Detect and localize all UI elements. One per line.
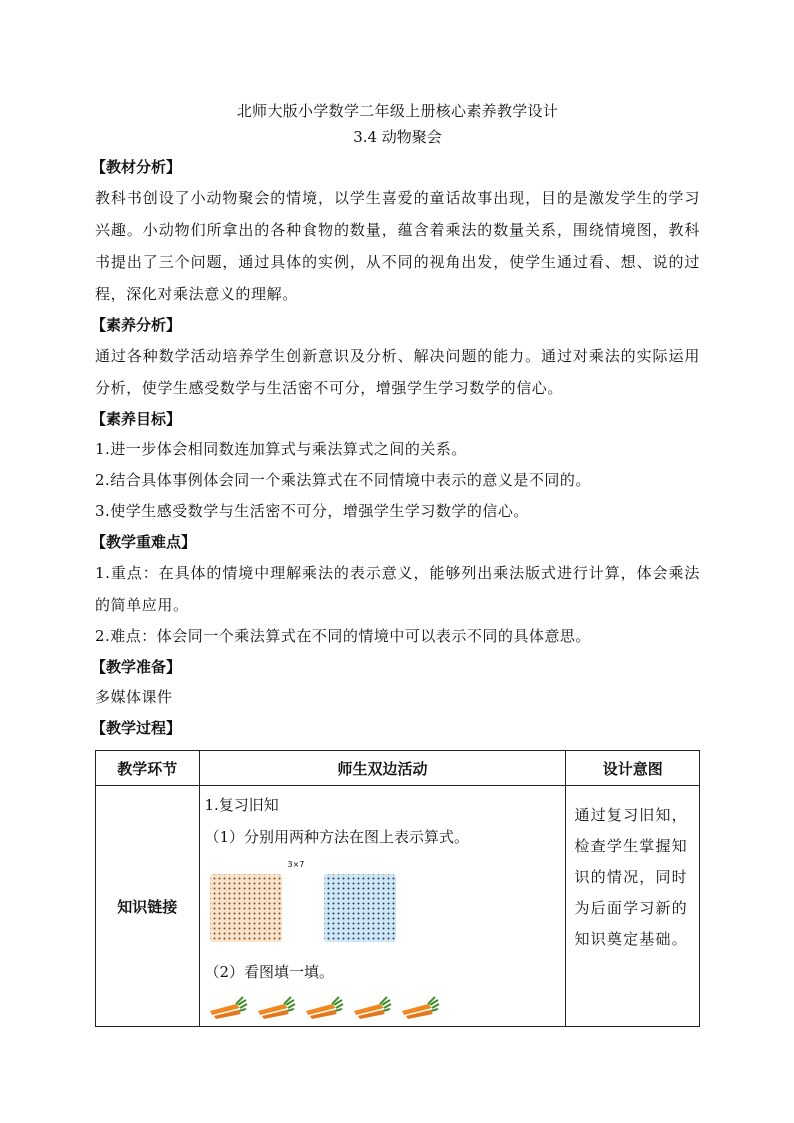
analysis-heading: 【教材分析】 (91, 158, 182, 176)
table-header-row (96, 751, 700, 786)
keypoint-item: 1.重点：在具体的情境中理解乘法的表示意义，能够列出乘法版式进行计算，体会乘法的简单应用。 (95, 564, 700, 614)
process-heading: 【教学过程】 (91, 719, 182, 737)
carrot-icon (302, 994, 344, 1020)
header-activity: 师生双边活动 (199, 751, 566, 786)
goals-heading: 【素养目标】 (91, 410, 182, 428)
keypoints-heading: 【教学重难点】 (91, 533, 197, 551)
carrot-icon (398, 994, 440, 1020)
header-stage: 教学环节 (96, 751, 200, 786)
dot-grid-orange (210, 874, 282, 942)
step-1-text: （1）分别用两种方法在图上表示算式。 (204, 828, 470, 846)
analysis-text: 教科书创设了小动物聚会的情境，以学生喜爱的童话故事出现，目的是激发学生的学习兴趣。小动物们所拿出的各种食物的数量，蕴含着乘法的数量关系，围绕情境图，教科书提出了三个问题，通过具体的实例，从不同的视角出发，使学生通过看、想、说的过程，深化对乘法意义的理解。 (95, 189, 700, 303)
step-2-text: （2）看图填一填。 (204, 963, 335, 981)
header-intent: 设计意图 (566, 751, 700, 786)
table-row (96, 786, 700, 1027)
document-title: 北师大版小学数学二年级上册核心素养教学设计 (236, 102, 559, 120)
document-body (91, 98, 700, 743)
prep-heading: 【教学准备】 (91, 658, 182, 676)
intent-cell: 通过复习旧知，检查学生掌握知识的情况，同时为后面学习新的知识奠定基础。 (566, 786, 700, 1027)
literacy-heading: 【素养分析】 (91, 316, 182, 334)
formula-label: 3×7 (287, 860, 305, 869)
goal-item: 3.使学生感受数学与生活密不可分，增强学生学习数学的信心。 (95, 502, 529, 520)
carrot-icon (254, 994, 296, 1020)
goal-item: 1.进一步体会相同数连加算式与乘法算式之间的关系。 (95, 440, 467, 458)
goal-item: 2.结合具体事例体会同一个乘法算式在不同情境中表示的意义是不同的。 (95, 471, 591, 489)
review-title: 1.复习旧知 (204, 796, 279, 814)
lesson-title: 3.4 动物聚会 (353, 128, 442, 146)
carrot-icon (206, 994, 248, 1020)
prep-text: 多媒体课件 (95, 688, 173, 706)
stage-cell: 知识链接 (96, 786, 200, 1027)
activity-cell (199, 786, 566, 1027)
keypoint-item: 2.难点：体会同一个乘法算式在不同的情境中可以表示不同的具体意思。 (95, 627, 591, 645)
dot-grid-blue (324, 874, 396, 942)
teaching-process-table (95, 750, 700, 1027)
literacy-text: 通过各种数学活动培养学生创新意识及分析、解决问题的能力。通过对乘法的实际运用分析，使学生感受数学与生活密不可分，增强学生学习数学的信心。 (95, 347, 700, 397)
carrot-icon (350, 994, 392, 1020)
